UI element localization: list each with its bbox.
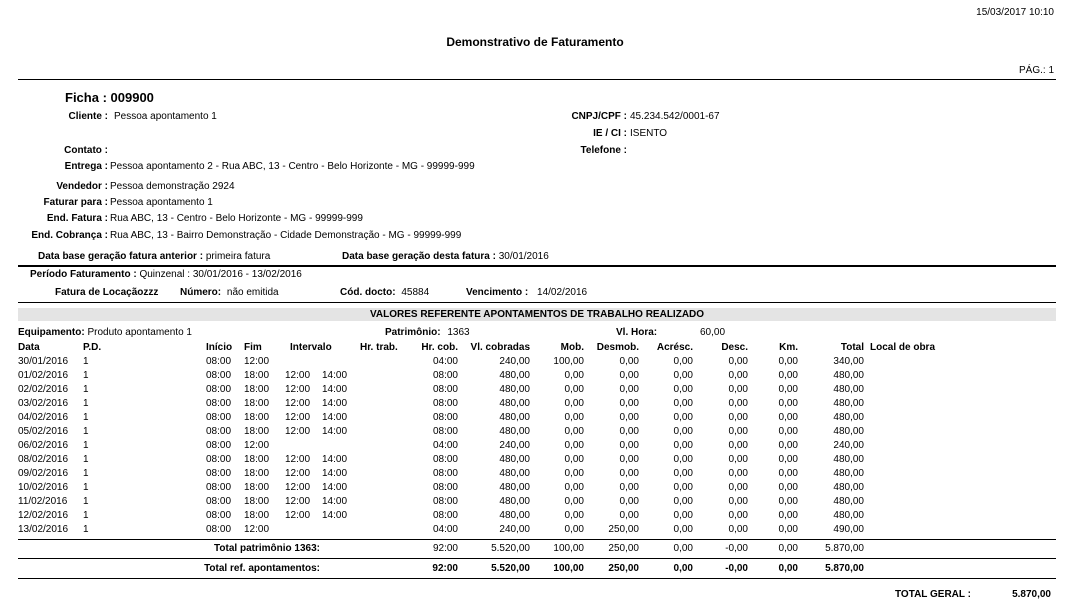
- cell-data: 03/02/2016: [18, 398, 69, 409]
- periodo: [30, 269, 302, 280]
- cell-desc: 0,00: [728, 370, 748, 381]
- cell-int1: 12:00: [285, 496, 311, 507]
- cell-inicio: 08:00: [206, 524, 232, 535]
- cell-hrcob: 08:00: [432, 398, 458, 409]
- cell-data: 30/01/2016: [18, 356, 69, 367]
- total-vl: 5.520,00: [491, 543, 530, 554]
- fatura-cod-label: Cód. docto:: [340, 287, 396, 298]
- cell-inicio: 08:00: [206, 370, 232, 381]
- cell-fim: 12:00: [244, 524, 270, 535]
- cell-int2: 14:00: [322, 482, 348, 493]
- cell-mob: 0,00: [564, 524, 584, 535]
- cell-desmob: 0,00: [619, 356, 639, 367]
- cell-inicio: 08:00: [206, 384, 232, 395]
- cell-km: 0,00: [778, 426, 798, 437]
- total-hrcob: 92:00: [432, 543, 458, 554]
- cell-km: 0,00: [778, 524, 798, 535]
- total-geral-label: TOTAL GERAL :: [895, 589, 971, 600]
- end-fatura-label: End. Fatura :: [46, 213, 108, 224]
- cell-int2: 14:00: [322, 468, 348, 479]
- cell-acresc: 0,00: [673, 524, 693, 535]
- cell-pd: 1: [83, 398, 89, 409]
- cell-km: 0,00: [778, 398, 798, 409]
- total-divider: [18, 558, 1056, 559]
- cell-total: 480,00: [833, 370, 864, 381]
- cell-fim: 12:00: [244, 440, 270, 451]
- vlhora-value: 60,00: [700, 327, 726, 338]
- cell-desc: 0,00: [728, 384, 748, 395]
- base-divider: [18, 265, 1056, 267]
- cell-total: 480,00: [833, 510, 864, 521]
- cell-total: 480,00: [833, 482, 864, 493]
- vendedor-value: Pessoa demonstração 2924: [110, 181, 235, 192]
- cell-int2: 14:00: [322, 412, 348, 423]
- fatura-cod-value: 45884: [401, 287, 430, 298]
- cell-pd: 1: [83, 482, 89, 493]
- cell-data: 09/02/2016: [18, 468, 69, 479]
- cell-data: 08/02/2016: [18, 454, 69, 465]
- cell-desc: 0,00: [728, 454, 748, 465]
- cell-mob: 0,00: [564, 384, 584, 395]
- cell-acresc: 0,00: [673, 384, 693, 395]
- cell-km: 0,00: [778, 384, 798, 395]
- cell-hrcob: 08:00: [432, 496, 458, 507]
- cell-total: 480,00: [833, 496, 864, 507]
- total-desmob: 250,00: [608, 563, 639, 574]
- ie-label: IE / CI :: [593, 128, 627, 139]
- cell-int1: 12:00: [285, 370, 311, 381]
- cell-mob: 0,00: [564, 454, 584, 465]
- ficha-line: [65, 90, 154, 105]
- cell-pd: 1: [83, 412, 89, 423]
- cell-hrcob: 08:00: [432, 384, 458, 395]
- cell-mob: 0,00: [564, 496, 584, 507]
- cell-vl: 480,00: [499, 426, 530, 437]
- cell-pd: 1: [83, 454, 89, 465]
- total-label: Total patrimônio 1363:: [214, 543, 320, 554]
- cell-hrcob: 08:00: [432, 412, 458, 423]
- cell-fim: 18:00: [244, 468, 270, 479]
- ie-value: ISENTO: [630, 128, 668, 139]
- patrimonio-label: Patrimônio:: [385, 327, 441, 338]
- cell-fim: 18:00: [244, 482, 270, 493]
- cell-vl: 480,00: [499, 468, 530, 479]
- cell-desc: 0,00: [728, 510, 748, 521]
- column-header: Local de obra: [870, 342, 936, 353]
- total-acresc: 0,00: [673, 543, 693, 554]
- total-total: 5.870,00: [825, 563, 864, 574]
- periodo-value: Quinzenal : 30/01/2016 - 13/02/2016: [139, 269, 302, 280]
- page-number: PÁG.: 1: [1018, 65, 1054, 76]
- cell-pd: 1: [83, 510, 89, 521]
- cell-vl: 480,00: [499, 482, 530, 493]
- cell-km: 0,00: [778, 356, 798, 367]
- cell-vl: 240,00: [499, 524, 530, 535]
- cell-inicio: 08:00: [206, 496, 232, 507]
- cell-int2: 14:00: [322, 370, 348, 381]
- cell-data: 13/02/2016: [18, 524, 69, 535]
- cell-int1: 12:00: [285, 468, 311, 479]
- column-header: Data: [18, 342, 40, 353]
- cell-vl: 480,00: [499, 496, 530, 507]
- cell-hrcob: 08:00: [432, 426, 458, 437]
- cell-desmob: 0,00: [619, 440, 639, 451]
- base-desta-value: 30/01/2016: [498, 251, 549, 262]
- entrega-label: Entrega :: [64, 161, 108, 172]
- cell-mob: 0,00: [564, 440, 584, 451]
- cell-km: 0,00: [778, 440, 798, 451]
- base-anterior-label: Data base geração fatura anterior :: [38, 251, 204, 262]
- cell-total: 480,00: [833, 384, 864, 395]
- cell-desmob: 0,00: [619, 454, 639, 465]
- total-vl: 5.520,00: [491, 563, 530, 574]
- cell-int1: 12:00: [285, 398, 311, 409]
- cell-acresc: 0,00: [673, 468, 693, 479]
- cell-inicio: 08:00: [206, 510, 232, 521]
- cell-total: 240,00: [833, 440, 864, 451]
- total-mob: 100,00: [553, 543, 584, 554]
- column-header: P.D.: [83, 342, 102, 353]
- cell-pd: 1: [83, 356, 89, 367]
- cell-mob: 0,00: [564, 482, 584, 493]
- fatura-venc-value: 14/02/2016: [537, 287, 588, 298]
- cell-desmob: 0,00: [619, 496, 639, 507]
- equipamento-label: Equipamento:: [18, 327, 85, 338]
- cell-km: 0,00: [778, 510, 798, 521]
- vlhora-label: Vl. Hora:: [616, 327, 658, 338]
- cell-desc: 0,00: [728, 482, 748, 493]
- cell-inicio: 08:00: [206, 398, 232, 409]
- cell-total: 490,00: [833, 524, 864, 535]
- table-bottom-divider: [18, 539, 1056, 540]
- cell-mob: 0,00: [564, 426, 584, 437]
- cell-km: 0,00: [778, 482, 798, 493]
- cell-data: 05/02/2016: [18, 426, 69, 437]
- cell-pd: 1: [83, 524, 89, 535]
- cell-desc: 0,00: [728, 468, 748, 479]
- cell-int1: 12:00: [285, 482, 311, 493]
- cell-desc: 0,00: [728, 356, 748, 367]
- equipamento: [18, 327, 192, 338]
- print-datetime: 15/03/2017 10:10: [976, 7, 1054, 18]
- cell-int2: 14:00: [322, 496, 348, 507]
- column-header: Mob.: [560, 342, 584, 353]
- cell-km: 0,00: [778, 412, 798, 423]
- cell-int1: 12:00: [285, 454, 311, 465]
- cell-fim: 18:00: [244, 510, 270, 521]
- cell-vl: 240,00: [499, 440, 530, 451]
- cell-desmob: 0,00: [619, 426, 639, 437]
- cell-inicio: 08:00: [206, 440, 232, 451]
- base-anterior-value: primeira fatura: [205, 251, 271, 262]
- cell-hrcob: 04:00: [432, 524, 458, 535]
- cell-hrcob: 08:00: [432, 370, 458, 381]
- cell-pd: 1: [83, 370, 89, 381]
- cell-total: 480,00: [833, 398, 864, 409]
- column-header: Desc.: [721, 342, 748, 353]
- cell-inicio: 08:00: [206, 454, 232, 465]
- column-header: Desmob.: [596, 342, 639, 353]
- equipamento-value: Produto apontamento 1: [87, 327, 192, 338]
- cell-total: 340,00: [833, 356, 864, 367]
- cell-fim: 18:00: [244, 398, 270, 409]
- cell-vl: 480,00: [499, 398, 530, 409]
- cell-vl: 480,00: [499, 454, 530, 465]
- cell-int2: 14:00: [322, 384, 348, 395]
- cell-int2: 14:00: [322, 510, 348, 521]
- patrimonio: [385, 327, 470, 338]
- cell-total: 480,00: [833, 412, 864, 423]
- ficha-label: Ficha :: [65, 90, 107, 105]
- cell-int1: 12:00: [285, 426, 311, 437]
- cell-km: 0,00: [778, 370, 798, 381]
- cell-inicio: 08:00: [206, 468, 232, 479]
- cell-data: 02/02/2016: [18, 384, 69, 395]
- fatura-label: Fatura de Locaçãozzz: [55, 287, 159, 298]
- cell-km: 0,00: [778, 468, 798, 479]
- contato-label: Contato :: [64, 145, 108, 156]
- periodo-label: Período Faturamento :: [30, 269, 137, 280]
- fatura-venc: [466, 287, 587, 298]
- base-desta: [342, 251, 549, 262]
- cell-total: 480,00: [833, 468, 864, 479]
- cell-acresc: 0,00: [673, 510, 693, 521]
- cell-acresc: 0,00: [673, 454, 693, 465]
- cell-vl: 480,00: [499, 412, 530, 423]
- column-header: Hr. cob.: [421, 342, 458, 353]
- faturar-value: Pessoa apontamento 1: [110, 197, 213, 208]
- cell-mob: 100,00: [553, 356, 584, 367]
- fatura-divider: [18, 302, 1056, 303]
- cell-vl: 480,00: [499, 370, 530, 381]
- cell-pd: 1: [83, 426, 89, 437]
- fatura-numero-label: Número:: [180, 287, 222, 298]
- cell-hrcob: 08:00: [432, 510, 458, 521]
- cell-fim: 12:00: [244, 356, 270, 367]
- cell-km: 0,00: [778, 454, 798, 465]
- fatura-venc-label: Vencimento :: [466, 287, 529, 298]
- cell-desc: 0,00: [728, 524, 748, 535]
- cell-km: 0,00: [778, 496, 798, 507]
- ficha-number: 009900: [110, 90, 154, 105]
- cell-int2: 14:00: [322, 398, 348, 409]
- cell-total: 480,00: [833, 426, 864, 437]
- vendedor-label: Vendedor :: [56, 181, 108, 192]
- cell-pd: 1: [83, 384, 89, 395]
- column-header: Hr. trab.: [360, 342, 398, 353]
- cell-acresc: 0,00: [673, 440, 693, 451]
- cell-desmob: 0,00: [619, 370, 639, 381]
- cell-desc: 0,00: [728, 412, 748, 423]
- total-desc: -0,00: [725, 563, 748, 574]
- cell-data: 11/02/2016: [18, 496, 68, 507]
- cell-acresc: 0,00: [673, 496, 693, 507]
- cliente-value: Pessoa apontamento 1: [114, 111, 217, 122]
- cell-int1: 12:00: [285, 412, 311, 423]
- cell-data: 04/02/2016: [18, 412, 69, 423]
- total-desmob: 250,00: [608, 543, 639, 554]
- cell-desmob: 0,00: [619, 482, 639, 493]
- total-total: 5.870,00: [825, 543, 864, 554]
- telefone-label: Telefone :: [580, 145, 627, 156]
- total-geral-value: 5.870,00: [1012, 589, 1051, 600]
- entrega-value: Pessoa apontamento 2 - Rua ABC, 13 - Centro - Belo Horizonte - MG - 99999-999: [110, 161, 475, 172]
- cell-acresc: 0,00: [673, 482, 693, 493]
- cell-data: 12/02/2016: [18, 510, 69, 521]
- total-km: 0,00: [778, 543, 798, 554]
- cell-fim: 18:00: [244, 496, 270, 507]
- cell-desmob: 0,00: [619, 468, 639, 479]
- cell-inicio: 08:00: [206, 426, 232, 437]
- cell-mob: 0,00: [564, 468, 584, 479]
- cell-hrcob: 04:00: [432, 356, 458, 367]
- cell-fim: 18:00: [244, 454, 270, 465]
- cell-int2: 14:00: [322, 426, 348, 437]
- cell-vl: 480,00: [499, 384, 530, 395]
- cell-desc: 0,00: [728, 496, 748, 507]
- cnpj-value: 45.234.542/0001-67: [630, 111, 720, 122]
- cell-vl: 240,00: [499, 356, 530, 367]
- cell-desmob: 250,00: [608, 524, 639, 535]
- cell-fim: 18:00: [244, 370, 270, 381]
- end-cobranca-value: Rua ABC, 13 - Bairro Demonstração - Cidade Demonstração - MG - 99999-999: [110, 230, 462, 241]
- total-desc: -0,00: [725, 543, 748, 554]
- cell-data: 06/02/2016: [18, 440, 69, 451]
- faturar-label: Faturar para :: [43, 197, 108, 208]
- total-acresc: 0,00: [673, 563, 693, 574]
- cell-pd: 1: [83, 440, 89, 451]
- total-hrcob: 92:00: [432, 563, 458, 574]
- cell-data: 10/02/2016: [18, 482, 69, 493]
- fatura-numero: [180, 287, 279, 298]
- cell-desc: 0,00: [728, 398, 748, 409]
- total-label: Total ref. apontamentos:: [204, 563, 320, 574]
- fatura-cod: [340, 287, 429, 298]
- cell-fim: 18:00: [244, 384, 270, 395]
- cell-pd: 1: [83, 468, 89, 479]
- cell-desmob: 0,00: [619, 412, 639, 423]
- report-title: Demonstrativo de Faturamento: [446, 35, 624, 49]
- total-bottom-divider: [18, 578, 1056, 579]
- cell-desmob: 0,00: [619, 510, 639, 521]
- cell-acresc: 0,00: [673, 370, 693, 381]
- cell-acresc: 0,00: [673, 356, 693, 367]
- cell-mob: 0,00: [564, 398, 584, 409]
- cell-total: 480,00: [833, 454, 864, 465]
- cell-inicio: 08:00: [206, 412, 232, 423]
- cell-fim: 18:00: [244, 426, 270, 437]
- column-header: Acrésc.: [656, 342, 693, 353]
- column-header: Início: [206, 342, 233, 353]
- column-header: Vl. cobradas: [470, 342, 530, 353]
- cell-acresc: 0,00: [673, 398, 693, 409]
- patrimonio-value: 1363: [447, 327, 470, 338]
- cell-desc: 0,00: [728, 426, 748, 437]
- cell-acresc: 0,00: [673, 426, 693, 437]
- cell-pd: 1: [83, 496, 89, 507]
- column-header: Fim: [244, 342, 262, 353]
- cell-desc: 0,00: [728, 440, 748, 451]
- cell-desmob: 0,00: [619, 398, 639, 409]
- cell-vl: 480,00: [499, 510, 530, 521]
- cell-int1: 12:00: [285, 510, 311, 521]
- fatura-numero-value: não emitida: [226, 287, 279, 298]
- cliente-label: Cliente :: [68, 111, 108, 122]
- base-anterior: [38, 251, 270, 262]
- cell-hrcob: 08:00: [432, 482, 458, 493]
- cell-inicio: 08:00: [206, 356, 232, 367]
- end-fatura-value: Rua ABC, 13 - Centro - Belo Horizonte - MG - 99999-999: [110, 213, 363, 224]
- end-cobranca-label: End. Cobrança :: [31, 230, 108, 241]
- cell-desmob: 0,00: [619, 384, 639, 395]
- cnpj-label: CNPJ/CPF :: [571, 111, 627, 122]
- total-mob: 100,00: [553, 563, 584, 574]
- cell-hrcob: 08:00: [432, 454, 458, 465]
- cell-inicio: 08:00: [206, 482, 232, 493]
- cell-int1: 12:00: [285, 384, 311, 395]
- cell-acresc: 0,00: [673, 412, 693, 423]
- cell-hrcob: 04:00: [432, 440, 458, 451]
- cell-mob: 0,00: [564, 412, 584, 423]
- column-header: Km.: [779, 342, 798, 353]
- header-divider: [18, 79, 1056, 80]
- cell-int2: 14:00: [322, 454, 348, 465]
- cell-fim: 18:00: [244, 412, 270, 423]
- total-km: 0,00: [778, 563, 798, 574]
- cell-data: 01/02/2016: [18, 370, 69, 381]
- section-title: VALORES REFERENTE APONTAMENTOS DE TRABALHO REALIZADO: [369, 309, 705, 320]
- cell-mob: 0,00: [564, 370, 584, 381]
- base-desta-label: Data base geração desta fatura :: [342, 251, 496, 262]
- column-header: Total: [840, 342, 864, 353]
- cell-hrcob: 08:00: [432, 468, 458, 479]
- cell-mob: 0,00: [564, 510, 584, 521]
- column-header: Intervalo: [290, 342, 332, 353]
